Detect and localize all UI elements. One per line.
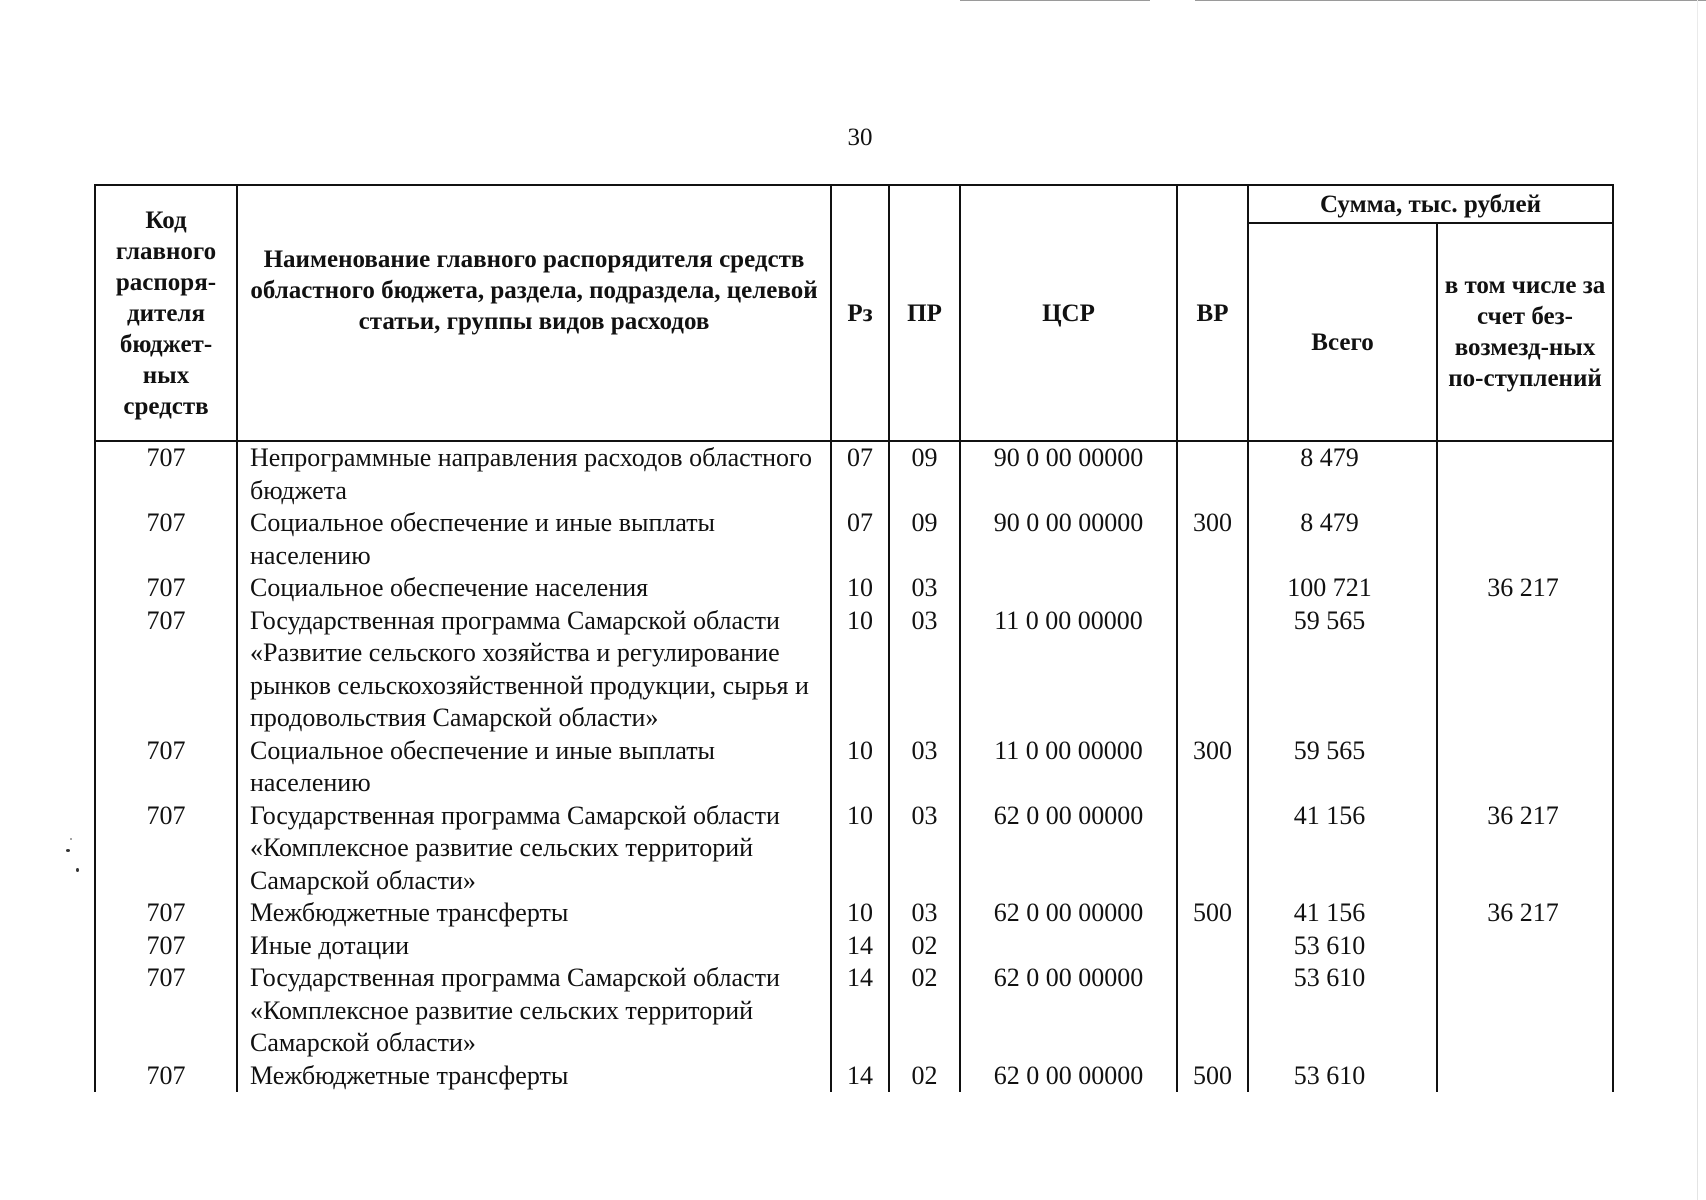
table-row bbox=[95, 507, 1613, 572]
cell-csr: 11 0 00 00000 bbox=[960, 605, 1177, 735]
cell-csr: 90 0 00 00000 bbox=[960, 507, 1177, 572]
header-pr: ПР bbox=[889, 185, 960, 441]
cell-free: 36 217 bbox=[1437, 897, 1613, 930]
budget-table bbox=[94, 184, 1614, 1092]
cell-csr: 62 0 00 00000 bbox=[960, 962, 1177, 1060]
cell-rz: 10 bbox=[831, 572, 889, 605]
cell-rz: 07 bbox=[831, 507, 889, 572]
cell-total: 59 565 bbox=[1248, 735, 1437, 800]
cell-vr bbox=[1177, 800, 1248, 898]
cell-name: Межбюджетные трансферты bbox=[237, 1060, 831, 1093]
cell-free bbox=[1437, 605, 1613, 735]
cell-code: 707 bbox=[95, 735, 237, 800]
scan-speck bbox=[76, 868, 79, 872]
table-row bbox=[95, 1060, 1613, 1093]
cell-csr bbox=[960, 930, 1177, 963]
cell-pr: 09 bbox=[889, 507, 960, 572]
cell-csr: 62 0 00 00000 bbox=[960, 897, 1177, 930]
cell-vr bbox=[1177, 962, 1248, 1060]
cell-total: 53 610 bbox=[1248, 962, 1437, 1060]
cell-vr bbox=[1177, 441, 1248, 507]
cell-total: 41 156 bbox=[1248, 897, 1437, 930]
scan-artifact-edge bbox=[1697, 0, 1698, 1200]
header-name: Наименование главного распорядителя средств областного бюджета, раздела, подраздела, целевой статьи, группы видов расходов bbox=[237, 185, 831, 441]
cell-rz: 10 bbox=[831, 735, 889, 800]
cell-total: 53 610 bbox=[1248, 930, 1437, 963]
cell-total: 100 721 bbox=[1248, 572, 1437, 605]
cell-free bbox=[1437, 507, 1613, 572]
cell-csr: 62 0 00 00000 bbox=[960, 800, 1177, 898]
table-row bbox=[95, 605, 1613, 735]
cell-rz: 14 bbox=[831, 962, 889, 1060]
cell-vr: 500 bbox=[1177, 1060, 1248, 1093]
header-rz: Рз bbox=[831, 185, 889, 441]
cell-pr: 03 bbox=[889, 800, 960, 898]
cell-total: 41 156 bbox=[1248, 800, 1437, 898]
cell-pr: 02 bbox=[889, 962, 960, 1060]
cell-pr: 02 bbox=[889, 930, 960, 963]
cell-total: 8 479 bbox=[1248, 507, 1437, 572]
cell-name: Межбюджетные трансферты bbox=[237, 897, 831, 930]
cell-vr: 300 bbox=[1177, 507, 1248, 572]
cell-code: 707 bbox=[95, 962, 237, 1060]
cell-code: 707 bbox=[95, 1060, 237, 1093]
cell-rz: 14 bbox=[831, 1060, 889, 1093]
cell-free bbox=[1437, 1060, 1613, 1093]
cell-rz: 10 bbox=[831, 605, 889, 735]
header-code: Код главного распоря-дителя бюджет-ных средств bbox=[95, 185, 237, 441]
cell-rz: 07 bbox=[831, 441, 889, 507]
cell-pr: 03 bbox=[889, 735, 960, 800]
cell-name: Государственная программа Самарской области «Развитие сельского хозяйства и регулирование рынков сельскохозяйственной продукции, сырья и продовольствия Самарской области» bbox=[237, 605, 831, 735]
table-row bbox=[95, 441, 1613, 507]
cell-free: 36 217 bbox=[1437, 800, 1613, 898]
cell-pr: 09 bbox=[889, 441, 960, 507]
header-free: в том числе за счет без-возмезд-ных по-ступлений bbox=[1437, 223, 1613, 441]
scan-speck bbox=[66, 849, 70, 852]
cell-vr bbox=[1177, 572, 1248, 605]
table-row bbox=[95, 800, 1613, 898]
cell-total: 53 610 bbox=[1248, 1060, 1437, 1093]
cell-code: 707 bbox=[95, 572, 237, 605]
header-sum-group: Сумма, тыс. рублей bbox=[1248, 185, 1613, 223]
table-row bbox=[95, 962, 1613, 1060]
cell-code: 707 bbox=[95, 441, 237, 507]
header-vr: ВР bbox=[1177, 185, 1248, 441]
cell-name: Непрограммные направления расходов областного бюджета bbox=[237, 441, 831, 507]
cell-pr: 03 bbox=[889, 605, 960, 735]
cell-code: 707 bbox=[95, 507, 237, 572]
cell-code: 707 bbox=[95, 930, 237, 963]
cell-code: 707 bbox=[95, 800, 237, 898]
table-row bbox=[95, 735, 1613, 800]
cell-rz: 10 bbox=[831, 800, 889, 898]
cell-csr: 62 0 00 00000 bbox=[960, 1060, 1177, 1093]
scan-artifact-line-left bbox=[960, 0, 1150, 1]
cell-name: Иные дотации bbox=[237, 930, 831, 963]
cell-rz: 14 bbox=[831, 930, 889, 963]
cell-total: 59 565 bbox=[1248, 605, 1437, 735]
table-row bbox=[95, 572, 1613, 605]
table-row bbox=[95, 897, 1613, 930]
cell-vr: 300 bbox=[1177, 735, 1248, 800]
cell-free bbox=[1437, 930, 1613, 963]
cell-free: 36 217 bbox=[1437, 572, 1613, 605]
header-csr: ЦСР bbox=[960, 185, 1177, 441]
cell-csr: 90 0 00 00000 bbox=[960, 441, 1177, 507]
header-total: Всего bbox=[1248, 223, 1437, 441]
cell-code: 707 bbox=[95, 897, 237, 930]
cell-csr: 11 0 00 00000 bbox=[960, 735, 1177, 800]
cell-code: 707 bbox=[95, 605, 237, 735]
cell-pr: 03 bbox=[889, 572, 960, 605]
cell-name: Государственная программа Самарской области «Комплексное развитие сельских территорий Самарской области» bbox=[237, 962, 831, 1060]
scan-speck bbox=[70, 838, 72, 840]
cell-rz: 10 bbox=[831, 897, 889, 930]
cell-free bbox=[1437, 735, 1613, 800]
cell-name: Социальное обеспечение и иные выплаты населению bbox=[237, 735, 831, 800]
scan-artifact-line-right bbox=[1195, 0, 1706, 1]
table-row bbox=[95, 930, 1613, 963]
table-body bbox=[95, 441, 1613, 1092]
cell-pr: 02 bbox=[889, 1060, 960, 1093]
cell-vr bbox=[1177, 930, 1248, 963]
cell-csr bbox=[960, 572, 1177, 605]
cell-total: 8 479 bbox=[1248, 441, 1437, 507]
page-number: 30 bbox=[847, 124, 873, 151]
cell-vr: 500 bbox=[1177, 897, 1248, 930]
cell-free bbox=[1437, 441, 1613, 507]
cell-name: Социальное обеспечение населения bbox=[237, 572, 831, 605]
table-header bbox=[95, 185, 1613, 441]
cell-vr bbox=[1177, 605, 1248, 735]
cell-name: Государственная программа Самарской области «Комплексное развитие сельских территорий Самарской области» bbox=[237, 800, 831, 898]
cell-free bbox=[1437, 962, 1613, 1060]
cell-pr: 03 bbox=[889, 897, 960, 930]
cell-name: Социальное обеспечение и иные выплаты населению bbox=[237, 507, 831, 572]
